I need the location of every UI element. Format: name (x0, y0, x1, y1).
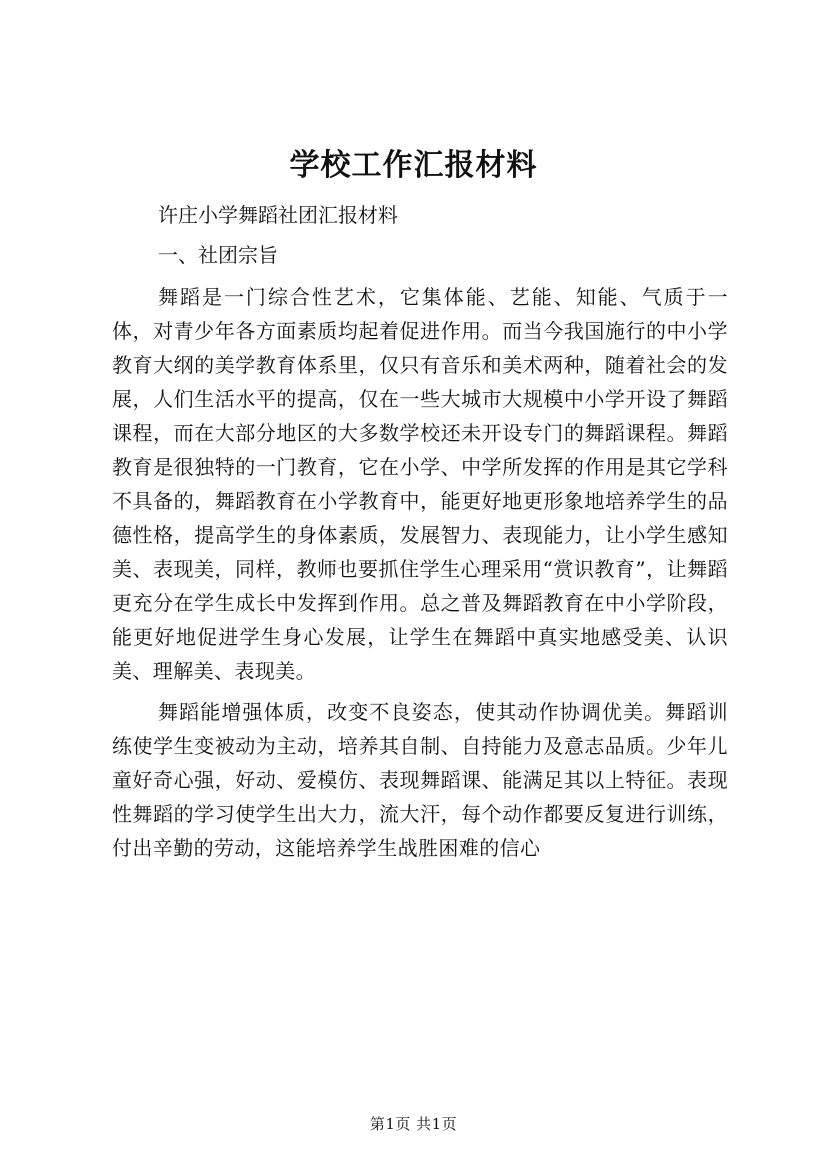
section-heading: 一、社团宗旨 (158, 243, 278, 267)
body-text (112, 280, 728, 865)
document-subtitle: 许庄小学舞蹈社团汇报材料 (158, 203, 398, 227)
page-footer: 第1页 共1页 (369, 1115, 458, 1133)
paragraph-2: 舞蹈能增强体质，改变不良姿态，使其动作协调优美。舞蹈训练使学生变被动为主动，培养其自制、自持能力及意志品质。少年儿童好奇心强，好动、爱模仿、表现舞蹈课、能满足其以上特征。表现性舞蹈的学习使学生出大力，流大汗，每个动作都要反复进行训练，付出辛勤的劳动，这能培养学生战胜困难的信心 (112, 700, 728, 860)
paragraph-1: 舞蹈是一门综合性艺术，它集体能、艺能、知能、气质于一体，对青少年各方面素质均起着促进作用。而当今我国施行的中小学教育大纲的美学教育体系里，仅只有音乐和美术两种，随着社会的发展，人们生活水平的提高，仅在一些大城市大规模中小学开设了舞蹈课程，而在大部分地区的大多数学校还未开设专门的舞蹈课程。舞蹈教育是很独特的一门教育，它在小学、中学所发挥的作用是其它学科不具备的，舞蹈教育在小学教育中，能更好地更形象地培养学生的品德性格，提高学生的身体素质，发展智力、表现能力，让小学生感知美、表现美，同样，教师也要抓住学生心理采用“赏识教育”，让舞蹈更充分在学生成长中发挥到作用。总之普及舞蹈教育在中小学阶段，能更好地促进学生身心发展，让学生在舞蹈中真实地感受美、认识美、理解美、表现美。 (112, 285, 728, 683)
page-title: 学校工作汇报材料 (289, 148, 538, 183)
